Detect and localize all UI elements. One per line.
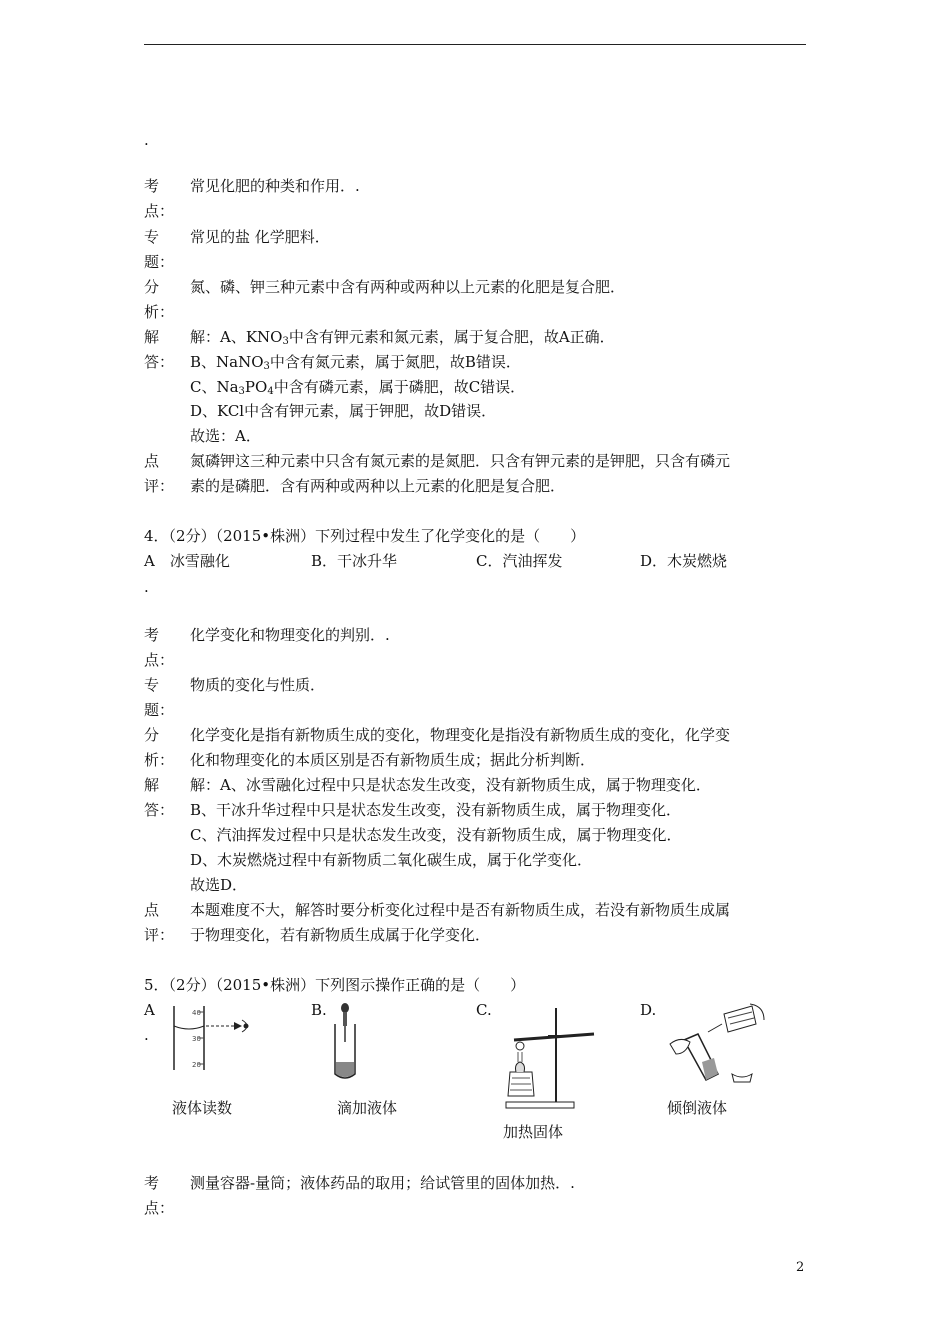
scale-label-20: 20 xyxy=(192,1061,201,1069)
q4-kaodian-label-2: 点： xyxy=(144,651,175,669)
q3-jieda-line-b: B、NaNO$_3$中含有氮元素，属于氮肥，故B错误． xyxy=(190,353,521,372)
q3-kaodian-text: 常见化肥的种类和作用．. xyxy=(190,177,360,195)
q4-option-d: D．木炭燃烧 xyxy=(640,552,728,570)
q5-caption-d: 倾倒液体 xyxy=(667,1099,728,1117)
q4-kaodian-text: 化学变化和物理变化的判别．. xyxy=(190,626,390,644)
q3-jieda-label-1: 解 xyxy=(144,328,160,346)
q4-fenxi-label-2: 析： xyxy=(144,751,175,769)
scale-label-30: 30 xyxy=(192,1035,201,1043)
q4-jieda-line-a: 解：A、冰雪融化过程中只是状态发生改变，没有新物质生成，属于物理变化． xyxy=(190,776,711,794)
q4-zhuanti-label-1: 专 xyxy=(144,676,160,694)
q4-fenxi-label-1: 分 xyxy=(144,726,160,744)
q4-option-dot: . xyxy=(144,578,149,596)
q4-dianping-line-1: 本题难度不大，解答时要分析变化过程中是否有新物质生成，若没有新物质生成属 xyxy=(190,901,731,919)
q5-option-d-letter: D. xyxy=(640,1001,657,1019)
q3-fenxi-label-1: 分 xyxy=(144,278,160,296)
q4-jieda-line-c: C、汽油挥发过程中只是状态发生改变，没有新物质生成，属于物理变化． xyxy=(190,826,682,844)
q5-caption-a: 液体读数 xyxy=(172,1099,233,1117)
q4-kaodian-label-1: 考 xyxy=(144,626,160,644)
q3-jieda-label-2: 答： xyxy=(144,353,175,371)
q5-caption-b: 滴加液体 xyxy=(337,1099,398,1117)
q5-option-a-letter: A xyxy=(144,1001,155,1019)
q4-stem: 4．（2分）（2015•株洲）下列过程中发生了化学变化的是（ ） xyxy=(144,527,586,545)
q4-jieda-label-1: 解 xyxy=(144,776,160,794)
q3-zhuanti-label-1: 专 xyxy=(144,228,160,246)
q4-option-a: A 冰雪融化 xyxy=(144,552,230,570)
q3-jieda-line-a: 解：A、$KNO_3$中含有钾元素和氮元素，属于复合肥，故A正确． xyxy=(190,328,615,347)
q3-jieda-line-e: 故选：A． xyxy=(190,427,261,445)
q3-kaodian-label-1: 考 xyxy=(144,177,160,195)
q5-stem: 5．（2分）（2015•株洲）下列图示操作正确的是（ ） xyxy=(144,976,526,994)
q5-kaodian-label-2: 点： xyxy=(144,1199,175,1217)
figure-c-heating-solid xyxy=(498,1000,608,1112)
q4-dianping-label-2: 评： xyxy=(144,926,175,944)
q3-fenxi-text: 氮、磷、钾三种元素中含有两种或两种以上元素的化肥是复合肥． xyxy=(190,278,626,296)
scale-label-40: 40 xyxy=(192,1009,201,1017)
q5-kaodian-text: 测量容器-量筒；液体药品的取用；给试管里的固体加热．. xyxy=(190,1174,575,1192)
figure-b-dropping-liquid xyxy=(325,1002,365,1082)
page-number: 2 xyxy=(796,1260,805,1275)
q3-kaodian-label-2: 点： xyxy=(144,202,175,220)
q4-fenxi-line-2: 化和物理变化的本质区别是否有新物质生成；据此分析判断． xyxy=(190,751,596,769)
q4-jieda-line-e: 故选D． xyxy=(190,876,248,894)
q4-jieda-line-d: D、木炭燃烧过程中有新物质二氧化碳生成，属于化学变化． xyxy=(190,851,593,869)
q3-jieda-line-c: C、$Na_3PO_4$中含有磷元素，属于磷肥，故C错误． xyxy=(190,378,526,397)
q4-option-c: C．汽油挥发 xyxy=(476,552,563,570)
q4-zhuanti-label-2: 题： xyxy=(144,701,175,719)
q4-dianping-line-2: 于物理变化，若有新物质生成属于化学变化． xyxy=(190,926,491,944)
q5-caption-c: 加热固体 xyxy=(503,1123,564,1141)
q3-zhuanti-text: 常见的盐 化学肥料． xyxy=(190,228,330,246)
q3-jieda-line-d: D、KCl中含有钾元素，属于钾肥，故D错误． xyxy=(190,402,497,420)
q4-jieda-label-2: 答： xyxy=(144,801,175,819)
q5-option-c-letter: C. xyxy=(476,1001,492,1019)
q3-zhuanti-label-2: 题： xyxy=(144,253,175,271)
q3-dianping-line-2: 素的是磷肥．含有两种或两种以上元素的化肥是复合肥． xyxy=(190,477,566,495)
q3-dianping-line-1: 氮磷钾这三种元素中只含有氮元素的是氮肥．只含有钾元素的是钾肥，只含有磷元 xyxy=(190,452,731,470)
q5-option-a-dot: . xyxy=(144,1026,149,1044)
q5-kaodian-label-1: 考 xyxy=(144,1174,160,1192)
header-rule xyxy=(144,44,806,45)
q4-fenxi-line-1: 化学变化是指有新物质生成的变化，物理变化是指没有新物质生成的变化，化学变 xyxy=(190,726,731,744)
q4-zhuanti-text: 物质的变化与性质． xyxy=(190,676,326,694)
figure-d-pouring-liquid xyxy=(664,1002,774,1092)
stray-dot: . xyxy=(144,131,149,149)
figure-a-cylinder-reading xyxy=(166,1002,266,1072)
q3-fenxi-label-2: 析： xyxy=(144,303,175,321)
q3-dianping-label-2: 评： xyxy=(144,477,175,495)
q3-dianping-label-1: 点 xyxy=(144,452,160,470)
q4-option-b: B．干冰升华 xyxy=(311,552,398,570)
q4-jieda-line-b: B、干冰升华过程中只是状态发生改变，没有新物质生成，属于物理变化． xyxy=(190,801,682,819)
q5-option-b-letter: B. xyxy=(311,1001,327,1019)
q4-dianping-label-1: 点 xyxy=(144,901,160,919)
